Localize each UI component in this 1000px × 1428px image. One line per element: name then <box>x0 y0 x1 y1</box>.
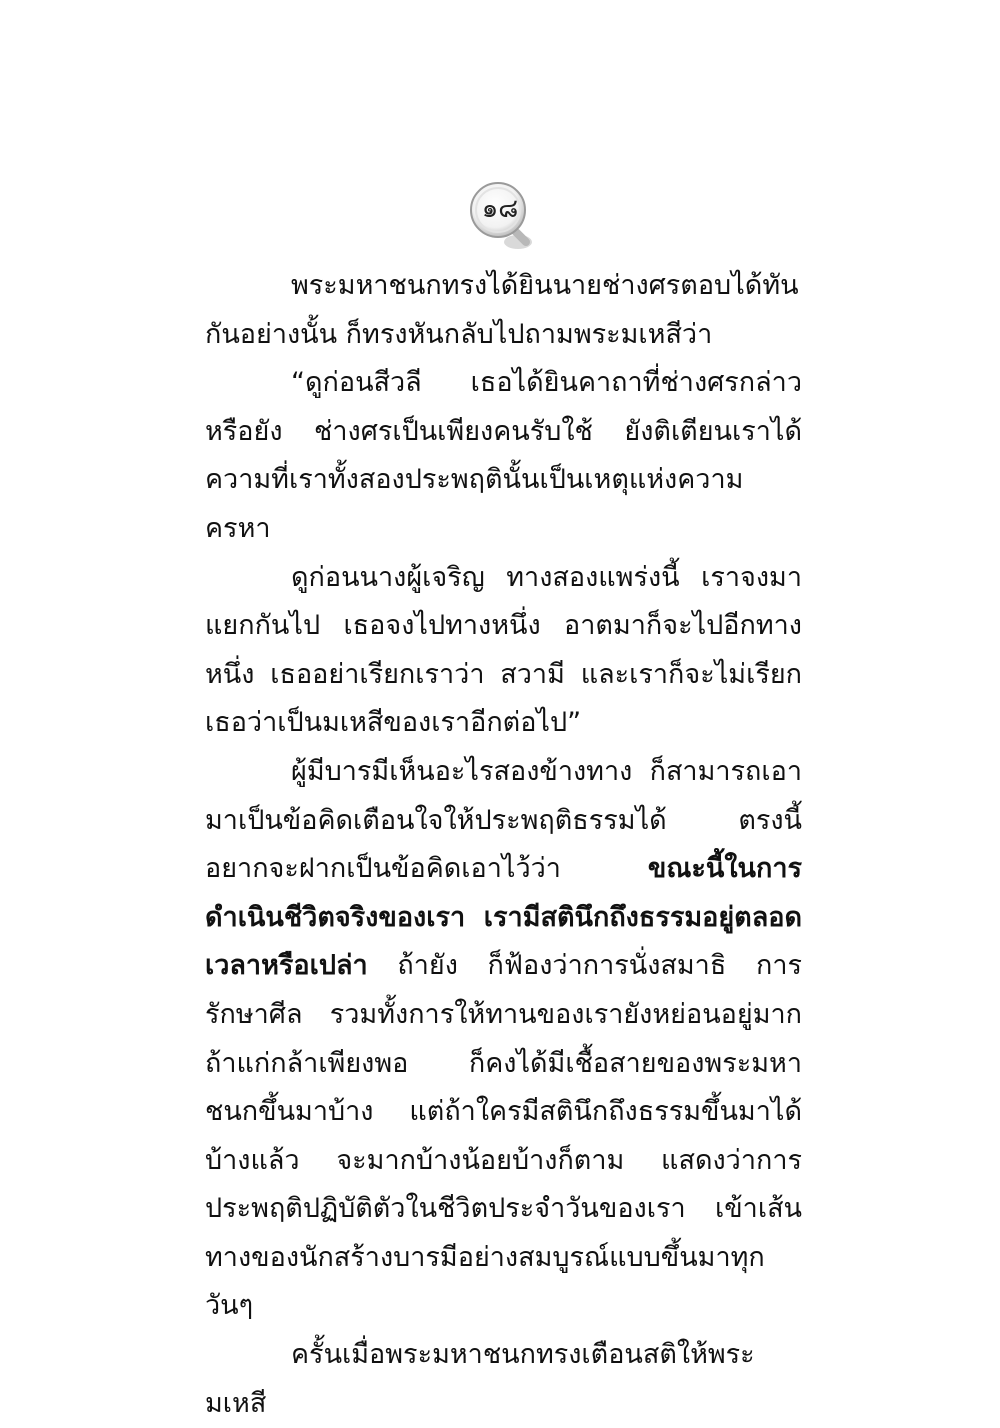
body-text <box>205 262 802 1428</box>
text-segment: ดูก่อนนางผู้เจริญ ทางสองแพร่งนี้ เราจงมาแยกกันไป เธอจงไปทางหนึ่ง อาตมาก็จะไปอีกทางหนึ่ง เธออย่าเรียกเราว่า สวามี และเราก็จะไม่เรียกเธอว่าเป็นมเหสีของเราอีกต่อไป” <box>205 561 802 739</box>
page-number-badge <box>460 178 540 258</box>
paragraph <box>205 1331 802 1428</box>
text-segment: ถ้ายัง ก็ฟ้องว่าการนั่งสมาธิ การรักษาศีล รวมทั้งการให้ทานของเรายังหย่อนอยู่มาก ถ้าแก่กล้าเพียงพอ ก็คงได้มีเชื้อสายของพระมหาชนกขึ้นมาบ้าง แต่ถ้าใครมีสตินึกถึงธรรมขึ้นมาได้บ้างแล้ว จะมากบ้างน้อยบ้างก็ตาม แสดงว่าการประพฤติปฏิบัติตัวในชีวิตประจำวันของเรา เข้าเส้นทางของนักสร้างบารมีอย่างสมบูรณ์แบบขึ้นมาทุกวันๆ <box>205 950 802 1322</box>
paragraph <box>205 262 802 359</box>
paragraph <box>205 359 802 553</box>
bold-emphasis: ขณะนี้ในการดำเนินชีวิตจริงของเรา เรามีสตินึกถึงธรรมอยู่ตลอดเวลาหรือเปล่า <box>205 853 802 982</box>
paragraph <box>205 748 802 1331</box>
text-segment: ครั้นเมื่อพระมหาชนกทรงเตือนสติให้พระมเหสี <box>205 1339 755 1419</box>
page-number: ๑๘ <box>481 194 519 224</box>
text-segment: “ดูก่อนสีวลี เธอได้ยินคาถาที่ช่างศรกล่าวหรือยัง ช่างศรเป็นเพียงคนรับใช้ ยังติเตียนเราได้ ความที่เราทั้งสองประพฤตินั้นเป็นเหตุแห่งความครหา <box>205 367 802 544</box>
paragraph <box>205 554 802 748</box>
text-segment: พระมหาชนกทรงได้ยินนายช่างศรตอบได้ทันกันอย่างนั้น ก็ทรงหันกลับไปถามพระมเหสีว่า <box>205 270 799 350</box>
text-segment: ผู้มีบารมีเห็นอะไรสองข้างทาง ก็สามารถเอามาเป็นข้อคิดเตือนใจให้ประพฤติธรรมได้ ตรงนี้อยากจะฝากเป็นข้อคิดเอาไว้ว่า <box>205 755 802 885</box>
